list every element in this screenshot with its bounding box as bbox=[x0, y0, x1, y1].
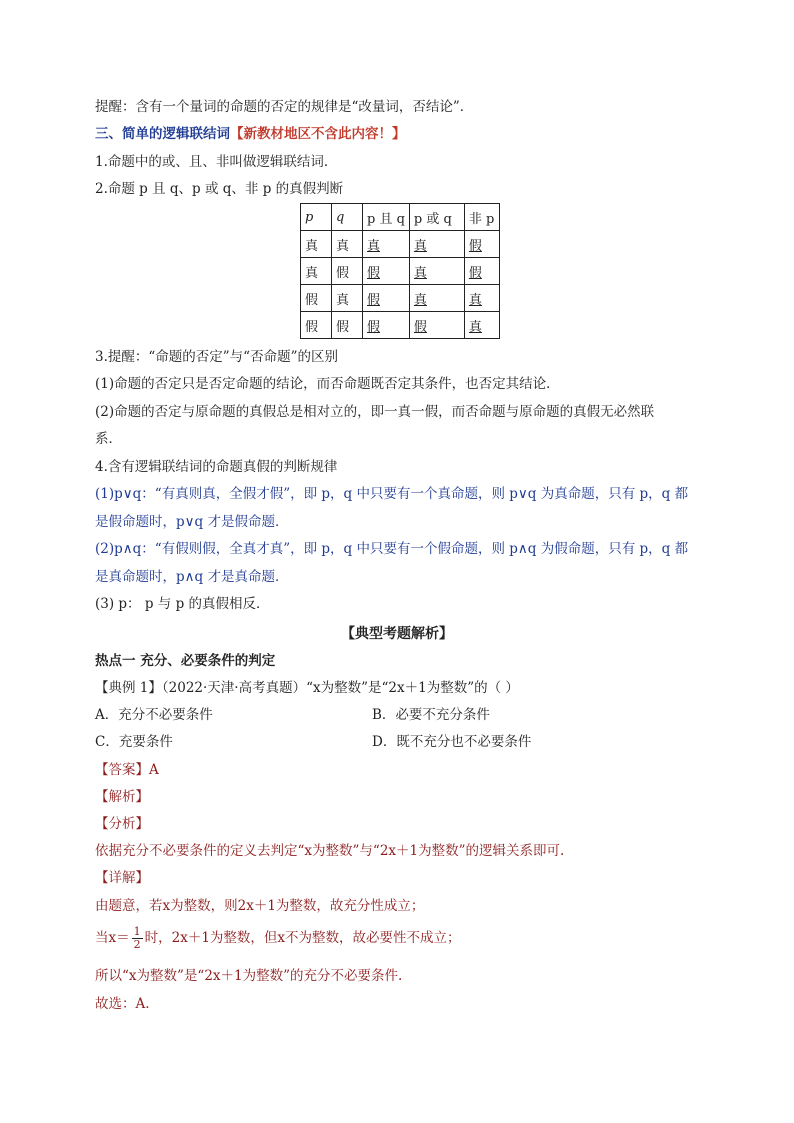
table-header: p 或 q bbox=[409, 204, 464, 231]
item4: 4.含有逻辑联结词的命题真假的判断规律 bbox=[95, 459, 338, 475]
detail-line3: 所以“x为整数”是“2x＋1为整数”的充分不必要条件. bbox=[95, 968, 403, 984]
table-cell: 真 bbox=[301, 258, 332, 285]
table-header-row bbox=[301, 204, 500, 231]
table-cell: 真 bbox=[363, 231, 410, 258]
table-cell: 真 bbox=[301, 231, 332, 258]
detail-line1: 由题意，若x为整数，则2x＋1为整数，故充分性成立； bbox=[95, 898, 425, 914]
table-header: p bbox=[301, 204, 332, 231]
option-b: B．必要不充分条件 bbox=[372, 707, 490, 723]
truth-table bbox=[300, 203, 500, 339]
table-cell: 假 bbox=[301, 285, 332, 312]
table-header: p 且 q bbox=[363, 204, 410, 231]
section3-note: 【新教材地区不含此内容！】 bbox=[230, 126, 406, 142]
table-cell: 假 bbox=[464, 258, 499, 285]
item3-1: (1)命题的否定只是否定命题的结论，而否命题既否定其条件，也否定其结论． bbox=[95, 376, 560, 392]
table-cell: 假 bbox=[363, 258, 410, 285]
detail-label: 【详解】 bbox=[95, 870, 149, 886]
table-row bbox=[301, 285, 500, 312]
fenxi-label: 【分析】 bbox=[95, 816, 149, 832]
typical-title: 【典型考题解析】 bbox=[341, 626, 453, 642]
table-row bbox=[301, 312, 500, 339]
fraction-numerator: 1 bbox=[133, 925, 141, 938]
example-source: （2022·天津·高考真题） bbox=[161, 680, 307, 696]
table-cell: 假 bbox=[363, 312, 410, 339]
table-cell: 假 bbox=[301, 312, 332, 339]
table-cell: 假 bbox=[332, 258, 363, 285]
final-answer: 故选：A. bbox=[95, 996, 150, 1012]
fenxi-text: 依据充分不必要条件的定义去判定“x为整数”与“2x＋1为整数”的逻辑关系即可. bbox=[95, 843, 565, 859]
answer: 【答案】A bbox=[95, 762, 159, 778]
item2: 2.命题 p 且 q、p 或 q、非 p 的真假判断 bbox=[95, 181, 344, 197]
example-text: “x为整数”是“2x＋1为整数”的（ ） bbox=[306, 680, 519, 696]
table-cell: 真 bbox=[409, 285, 464, 312]
detail-line2 bbox=[95, 924, 461, 952]
table-header: 非 p bbox=[464, 204, 499, 231]
item3-2b: 系． bbox=[95, 431, 122, 447]
detail2-suffix: 时，2x＋1为整数，但x不为整数，故必要性不成立； bbox=[144, 930, 461, 946]
example-question bbox=[95, 679, 519, 697]
fraction-denominator: 2 bbox=[133, 938, 141, 951]
table-cell: 真 bbox=[332, 285, 363, 312]
table-cell: 真 bbox=[409, 231, 464, 258]
section3-title: 三、简单的逻辑联结词 bbox=[95, 126, 230, 142]
item1: 1.命题中的或、且、非叫做逻辑联结词． bbox=[95, 154, 338, 170]
analysis-label: 【解析】 bbox=[95, 789, 149, 805]
option-d: D．既不充分也不必要条件 bbox=[372, 734, 532, 750]
table-row bbox=[301, 231, 500, 258]
table-cell: 真 bbox=[332, 231, 363, 258]
table-cell: 真 bbox=[464, 285, 499, 312]
item4-3: (3) p： p 与 p 的真假相反． bbox=[95, 596, 270, 612]
table-cell: 假 bbox=[464, 231, 499, 258]
item4-2b: 是真命题时，p∧q 才是真命题． bbox=[95, 569, 289, 585]
table-row bbox=[301, 258, 500, 285]
fraction-one-half bbox=[132, 926, 143, 951]
item4-1a: (1)p∨q：“有真则真，全假才假”，即 p，q 中只要有一个真命题，则 p∨q 为真命题，只有 p，q 都 bbox=[95, 486, 689, 502]
item3-2a: (2)命题的否定与原命题的真假总是相对立的，即一真一假，而否命题与原命题的真假无必然联 bbox=[95, 404, 655, 420]
table-cell: 真 bbox=[409, 258, 464, 285]
section3-heading bbox=[95, 125, 406, 143]
item3: 3.提醒：“命题的否定”与“否命题”的区别 bbox=[95, 349, 338, 365]
hotspot-heading: 热点一 充分、必要条件的判定 bbox=[95, 653, 276, 669]
detail2-prefix: 当x＝ bbox=[95, 930, 130, 946]
option-c: C．充要条件 bbox=[95, 734, 173, 750]
table-cell: 假 bbox=[363, 285, 410, 312]
table-header: q bbox=[332, 204, 363, 231]
table-cell: 真 bbox=[464, 312, 499, 339]
table-cell: 假 bbox=[332, 312, 363, 339]
example-label: 【典例 1】 bbox=[95, 680, 162, 696]
table-cell: 假 bbox=[409, 312, 464, 339]
tip-quantifier: 提醒：含有一个量词的命题的否定的规律是“改量词，否结论”． bbox=[95, 99, 474, 115]
item4-1b: 是假命题时，p∨q 才是假命题． bbox=[95, 514, 289, 530]
item4-2a: (2)p∧q：“有假则假，全真才真”，即 p，q 中只要有一个假命题，则 p∧q 为假命题，只有 p，q 都 bbox=[95, 541, 689, 557]
option-a: A．充分不必要条件 bbox=[95, 707, 213, 723]
